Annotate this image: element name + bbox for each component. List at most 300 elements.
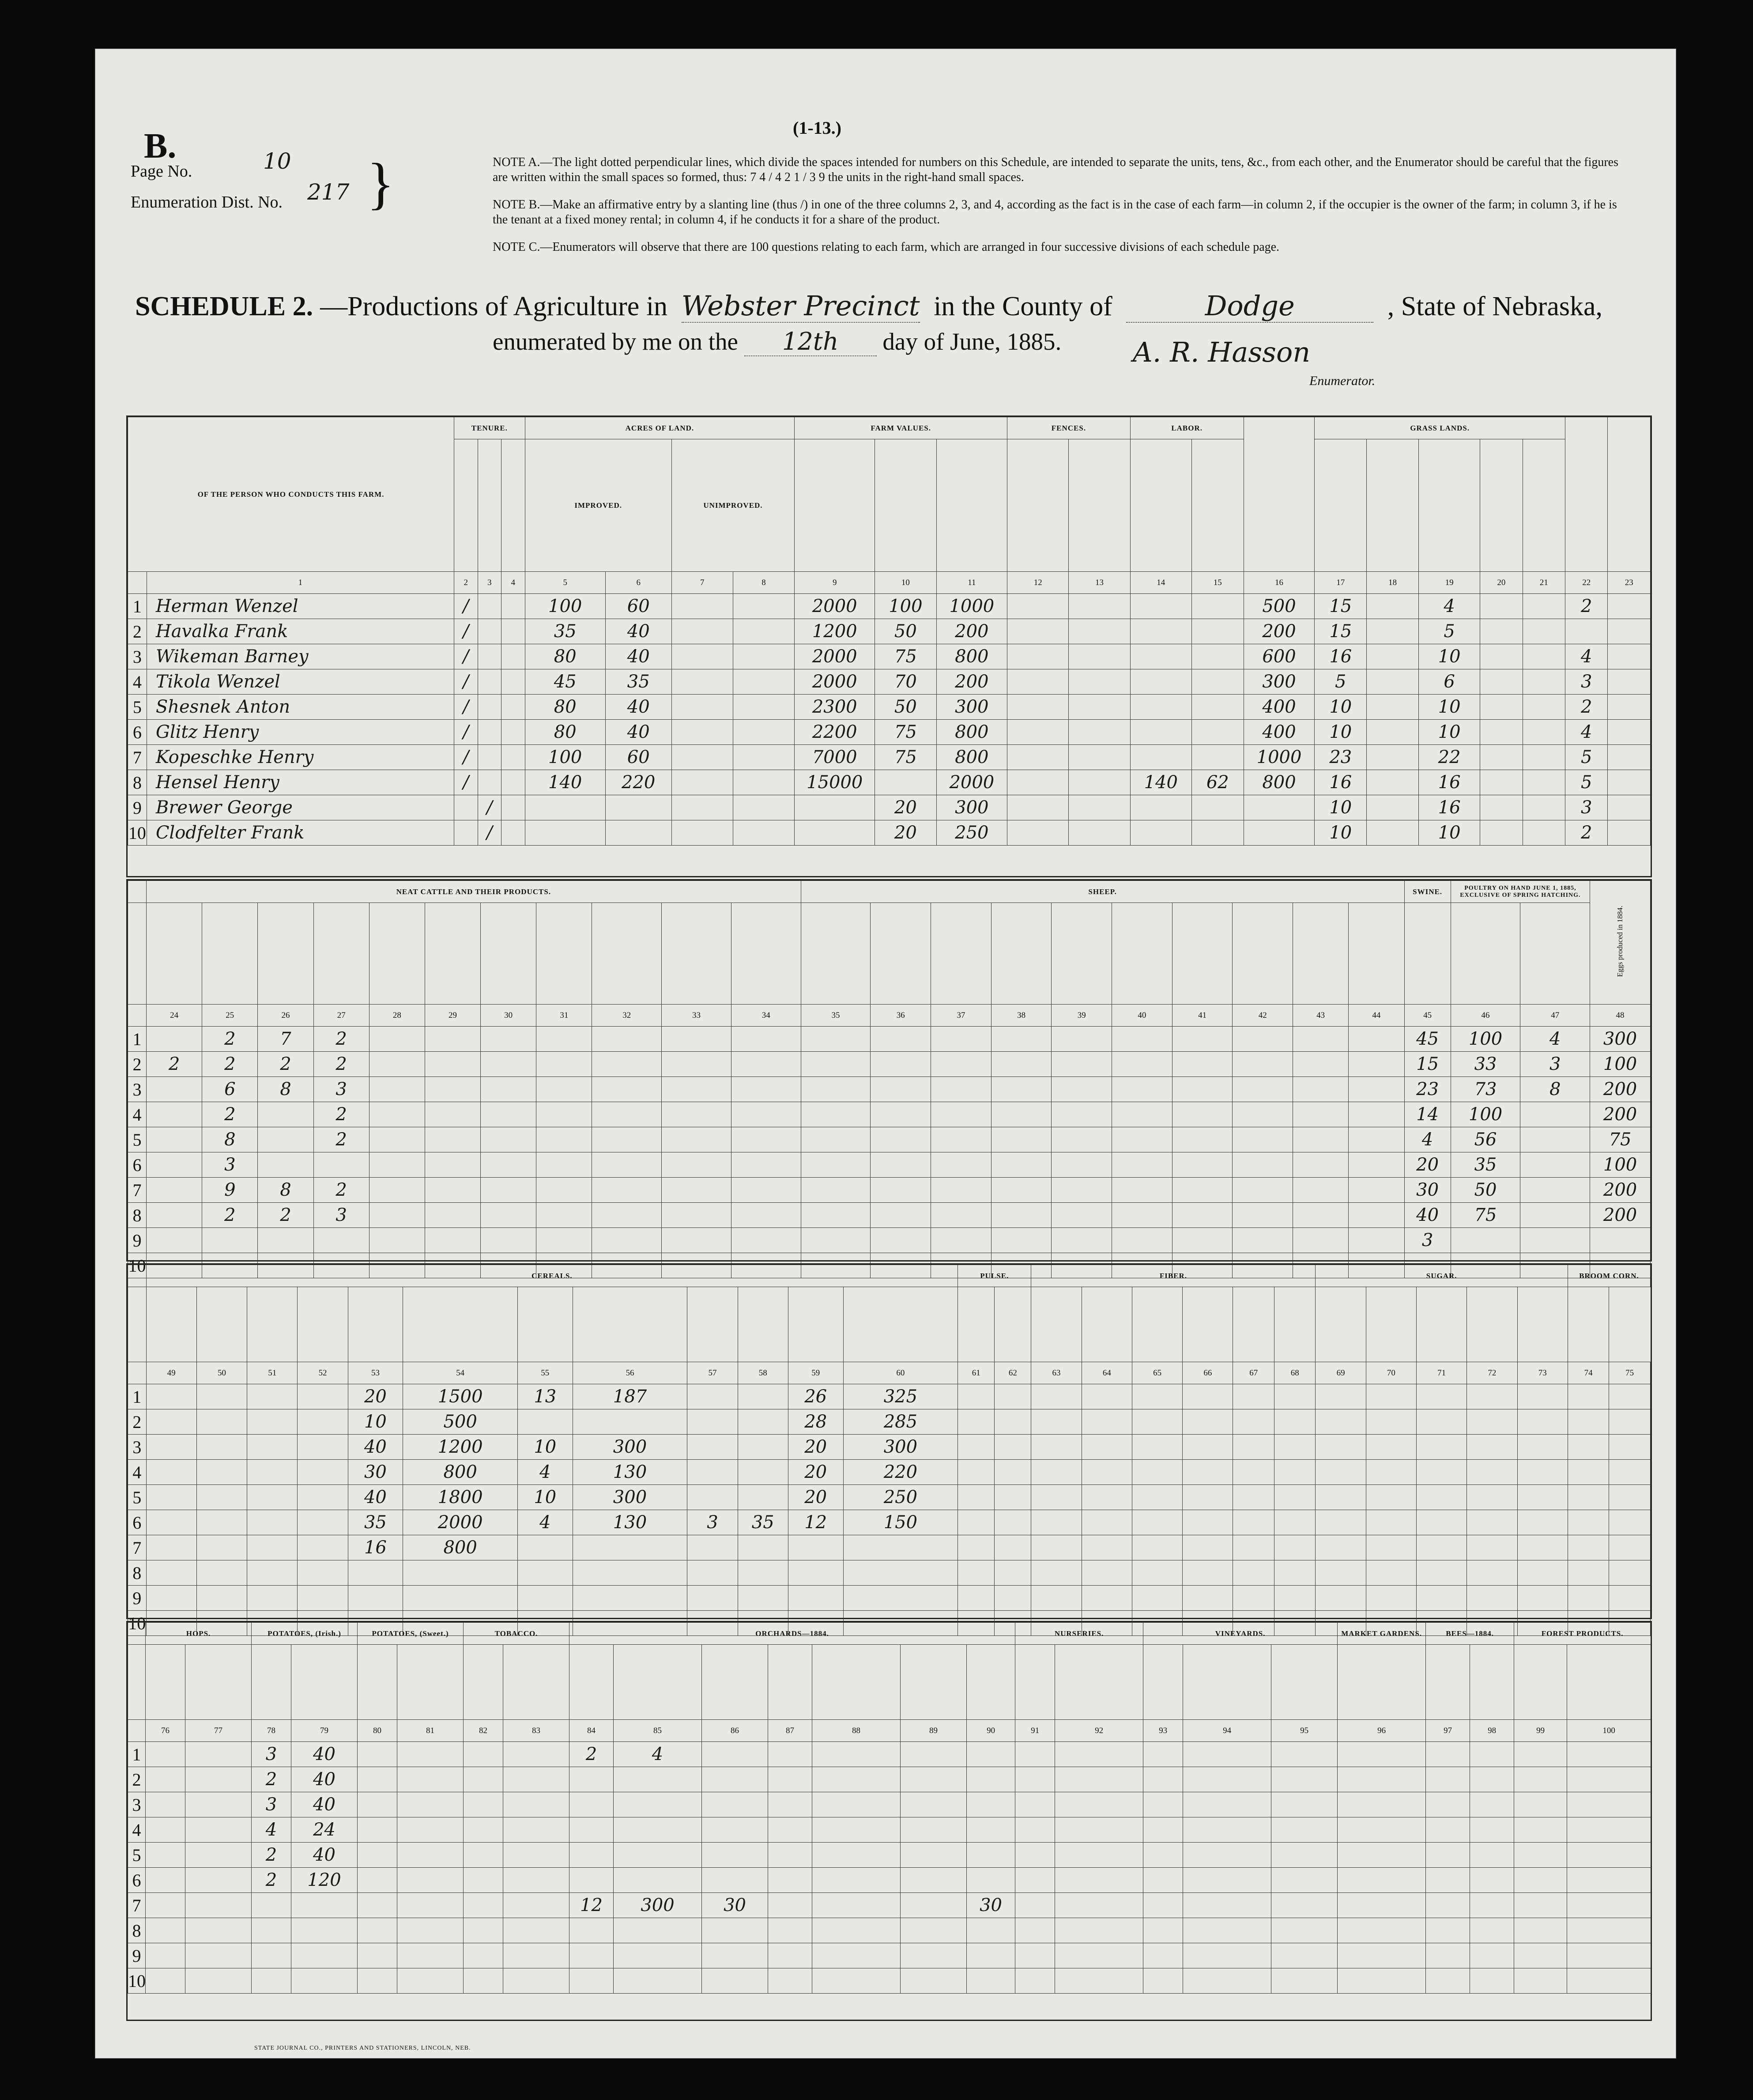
cell-c76 — [146, 1868, 185, 1893]
cell-c47: 8 — [1520, 1077, 1590, 1102]
row-number: 5 — [128, 695, 147, 720]
cell-c39 — [1052, 1152, 1112, 1178]
cell-c37 — [931, 1127, 991, 1152]
cell-c50 — [196, 1409, 247, 1435]
cell-c75 — [1609, 1560, 1651, 1586]
cell-c14 — [1130, 695, 1191, 720]
cell-c36 — [871, 1052, 931, 1077]
cell-c82 — [464, 1868, 503, 1893]
cell-c77 — [185, 1918, 252, 1943]
header-forest-products: FOREST PRODUCTS. — [1514, 1623, 1651, 1645]
cell-c23 — [1608, 720, 1651, 745]
cell-c81 — [397, 1817, 464, 1843]
cell-c90: 30 — [967, 1893, 1015, 1918]
cell-c57 — [687, 1460, 738, 1485]
cell-c33 — [662, 1152, 731, 1178]
cell-c78: 2 — [252, 1767, 291, 1792]
cell-c84 — [569, 1843, 614, 1868]
cell-c57 — [687, 1409, 738, 1435]
cell-c12 — [1007, 594, 1069, 619]
cell-c65 — [1132, 1510, 1182, 1535]
cell-c36 — [871, 1102, 931, 1127]
table-row — [128, 1203, 1651, 1228]
cell-share — [501, 820, 525, 846]
cell-c90 — [967, 1868, 1015, 1893]
cell-c58 — [738, 1586, 788, 1611]
cell-c79 — [291, 1968, 358, 1994]
col-number: 1 — [147, 572, 454, 594]
cell-c62 — [995, 1586, 1031, 1611]
cell-c91 — [1015, 1893, 1055, 1918]
cell-c32 — [592, 1102, 662, 1127]
cell-c21 — [1523, 770, 1565, 795]
cell-c55 — [517, 1560, 573, 1586]
cell-c6 — [605, 820, 671, 846]
cell-c76 — [146, 1918, 185, 1943]
cell-c71 — [1417, 1535, 1467, 1560]
table-row — [128, 1968, 1651, 1994]
cell-c10: 50 — [875, 619, 936, 644]
cell-c33 — [662, 1203, 731, 1228]
cell-c95 — [1271, 1767, 1338, 1792]
cell-c77 — [185, 1893, 252, 1918]
cell-c81 — [397, 1767, 464, 1792]
cell-c20 — [1480, 745, 1523, 770]
cell-c16: 600 — [1244, 644, 1315, 669]
cell-c89 — [901, 1918, 967, 1943]
cell-c27 — [313, 1228, 369, 1253]
cell-c60: 300 — [843, 1435, 958, 1460]
cell-c83 — [503, 1742, 569, 1767]
row-number: 6 — [128, 1510, 147, 1535]
cell-c70 — [1366, 1535, 1416, 1560]
farmer-name: Clodfelter Frank — [147, 820, 454, 846]
cell-c20 — [1480, 695, 1523, 720]
cell-c77 — [185, 1943, 252, 1968]
cell-c80 — [358, 1893, 397, 1918]
cell-c26 — [258, 1127, 313, 1152]
cell-c74 — [1568, 1485, 1609, 1510]
cell-c9 — [795, 820, 875, 846]
cell-c47: 4 — [1520, 1027, 1590, 1052]
cell-c24 — [147, 1077, 202, 1102]
cell-c55: 4 — [517, 1460, 573, 1485]
cell-c95 — [1271, 1792, 1338, 1817]
cell-c19: 10 — [1418, 720, 1480, 745]
cell-c31 — [536, 1152, 592, 1178]
cell-c64 — [1082, 1586, 1132, 1611]
schedule-label: SCHEDULE 2. — [135, 291, 313, 321]
cell-c93 — [1143, 1843, 1183, 1868]
cell-c97 — [1426, 1742, 1470, 1767]
cell-c11: 300 — [936, 795, 1007, 820]
header-grass-lands: GRASS LANDS. — [1315, 417, 1565, 439]
cell-c64 — [1082, 1485, 1132, 1510]
cell-c93 — [1143, 1893, 1183, 1918]
cell-c28 — [369, 1052, 425, 1077]
cell-c83 — [503, 1767, 569, 1792]
cell-c14 — [1130, 795, 1191, 820]
header-labor: LABOR. — [1130, 417, 1244, 439]
cell-c8 — [733, 795, 794, 820]
cell-c34 — [731, 1203, 801, 1228]
cell-c5: 80 — [525, 720, 605, 745]
cell-c61 — [958, 1409, 995, 1435]
row-number: 4 — [128, 1817, 146, 1843]
farmer-name: Havalka Frank — [147, 619, 454, 644]
cell-c76 — [146, 1817, 185, 1843]
cell-c88 — [812, 1843, 901, 1868]
cell-c83 — [503, 1943, 569, 1968]
cell-c93 — [1143, 1817, 1183, 1843]
cell-c49 — [146, 1560, 196, 1586]
cell-ten — [478, 770, 501, 795]
cell-share — [501, 669, 525, 695]
cell-c60 — [843, 1586, 958, 1611]
cell-c14 — [1130, 619, 1191, 644]
cell-c62 — [995, 1485, 1031, 1510]
cell-c10: 50 — [875, 695, 936, 720]
cell-c30 — [481, 1178, 536, 1203]
row-number: 7 — [128, 1535, 147, 1560]
table-row — [128, 1586, 1651, 1611]
cell-c100 — [1567, 1968, 1651, 1994]
cell-c76 — [146, 1767, 185, 1792]
cell-c81 — [397, 1792, 464, 1817]
cell-c17: 16 — [1315, 770, 1367, 795]
cell-c58: 35 — [738, 1510, 788, 1535]
cell-c64 — [1082, 1409, 1132, 1435]
cell-c59: 26 — [788, 1384, 843, 1409]
cell-own — [454, 795, 478, 820]
cell-c71 — [1417, 1510, 1467, 1535]
cell-c62 — [995, 1409, 1031, 1435]
cell-c54: 1500 — [403, 1384, 518, 1409]
cell-c53: 30 — [348, 1460, 403, 1485]
cell-c22: 5 — [1565, 770, 1608, 795]
cell-c40 — [1112, 1152, 1172, 1178]
cell-c33 — [662, 1077, 731, 1102]
cell-c77 — [185, 1817, 252, 1843]
cell-c21 — [1523, 745, 1565, 770]
cell-c7 — [671, 795, 733, 820]
cell-c19: 10 — [1418, 644, 1480, 669]
cell-c75 — [1609, 1510, 1651, 1535]
cell-c49 — [146, 1460, 196, 1485]
cell-c34 — [731, 1052, 801, 1077]
header-improved: IMPROVED. — [525, 439, 671, 572]
cell-c75 — [1609, 1460, 1651, 1485]
cell-c92 — [1055, 1843, 1143, 1868]
cell-c33 — [662, 1178, 731, 1203]
cell-c10 — [875, 770, 936, 795]
cell-c40 — [1112, 1203, 1172, 1228]
cell-c21 — [1523, 795, 1565, 820]
cell-c73 — [1517, 1384, 1568, 1409]
header-cereals: CEREALS. — [146, 1265, 958, 1287]
row-number: 8 — [128, 1560, 147, 1586]
row-number: 9 — [128, 1943, 146, 1968]
cell-c63 — [1031, 1460, 1082, 1485]
cell-c10: 75 — [875, 720, 936, 745]
farmer-name: Herman Wenzel — [147, 594, 454, 619]
cell-c81 — [397, 1893, 464, 1918]
cell-c13 — [1069, 619, 1130, 644]
cell-c63 — [1031, 1586, 1082, 1611]
cell-c62 — [995, 1384, 1031, 1409]
cell-own: / — [454, 644, 478, 669]
cell-c6: 40 — [605, 644, 671, 669]
cell-c91 — [1015, 1968, 1055, 1994]
cell-c27: 2 — [313, 1178, 369, 1203]
cell-c35 — [801, 1178, 871, 1203]
cell-c73 — [1517, 1485, 1568, 1510]
cell-c81 — [397, 1943, 464, 1968]
cell-c66 — [1183, 1485, 1233, 1510]
cell-c26 — [258, 1102, 313, 1127]
cell-c86 — [702, 1868, 768, 1893]
header-sugar: SUGAR. — [1316, 1265, 1568, 1287]
table-row — [128, 1485, 1651, 1510]
header-hops: HOPS. — [146, 1623, 252, 1645]
enumeration-prefix: enumerated by me on the — [493, 328, 738, 355]
cell-c15 — [1191, 644, 1244, 669]
cell-c22: 2 — [1565, 820, 1608, 846]
cell-c42 — [1233, 1127, 1293, 1152]
cell-c78: 3 — [252, 1742, 291, 1767]
cell-c94 — [1183, 1843, 1271, 1868]
row-number: 2 — [128, 1052, 147, 1077]
row-number: 7 — [128, 745, 147, 770]
cell-c13 — [1069, 820, 1130, 846]
cell-c6: 60 — [605, 745, 671, 770]
cell-c81 — [397, 1868, 464, 1893]
cell-c99 — [1514, 1893, 1567, 1918]
cell-c56 — [573, 1409, 687, 1435]
cell-c29 — [425, 1228, 480, 1253]
cell-c8 — [733, 644, 794, 669]
cell-c45: 40 — [1404, 1203, 1451, 1228]
cell-c13 — [1069, 644, 1130, 669]
cell-c72 — [1467, 1560, 1517, 1586]
cell-c98 — [1470, 1742, 1514, 1767]
cell-c17: 16 — [1315, 644, 1367, 669]
cell-c96 — [1338, 1868, 1426, 1893]
cell-c100 — [1567, 1767, 1651, 1792]
cell-c33 — [662, 1052, 731, 1077]
cell-c65 — [1132, 1460, 1182, 1485]
cell-c96 — [1338, 1968, 1426, 1994]
cell-c29 — [425, 1052, 480, 1077]
cell-c64 — [1082, 1435, 1132, 1460]
cell-c90 — [967, 1918, 1015, 1943]
cell-c97 — [1426, 1893, 1470, 1918]
cell-c94 — [1183, 1918, 1271, 1943]
cell-c51 — [247, 1535, 298, 1560]
cell-c47 — [1520, 1178, 1590, 1203]
cell-c29 — [425, 1127, 480, 1152]
table-row — [128, 1767, 1651, 1792]
header-neat-cattle: NEAT CATTLE AND THEIR PRODUCTS. — [147, 881, 801, 903]
farmer-name: Brewer George — [147, 795, 454, 820]
cell-c72 — [1467, 1586, 1517, 1611]
cell-c41 — [1172, 1203, 1233, 1228]
cell-c83 — [503, 1817, 569, 1843]
cell-c93 — [1143, 1767, 1183, 1792]
cell-c52 — [298, 1510, 348, 1535]
cell-c83 — [503, 1968, 569, 1994]
cell-c48: 75 — [1590, 1127, 1651, 1152]
cell-c69 — [1316, 1435, 1366, 1460]
cell-c49 — [146, 1586, 196, 1611]
schedule-title — [135, 290, 1610, 323]
cell-c53: 40 — [348, 1435, 403, 1460]
cell-c80 — [358, 1943, 397, 1968]
cell-c85: 4 — [614, 1742, 702, 1767]
cell-c6: 60 — [605, 594, 671, 619]
cell-c72 — [1467, 1460, 1517, 1485]
cell-c21 — [1523, 669, 1565, 695]
cell-share — [501, 695, 525, 720]
cell-c63 — [1031, 1435, 1082, 1460]
cell-c92 — [1055, 1767, 1143, 1792]
cell-c56 — [573, 1535, 687, 1560]
cell-c12 — [1007, 770, 1069, 795]
cell-c57 — [687, 1384, 738, 1409]
cell-c91 — [1015, 1843, 1055, 1868]
enumeration-district-value: 217 — [307, 179, 350, 205]
cell-c92 — [1055, 1817, 1143, 1843]
cell-c20 — [1480, 594, 1523, 619]
cell-c48: 200 — [1590, 1178, 1651, 1203]
cell-c100 — [1567, 1843, 1651, 1868]
cell-c12 — [1007, 820, 1069, 846]
cell-c42 — [1233, 1052, 1293, 1077]
farmer-name: Wikeman Barney — [147, 644, 454, 669]
cell-c99 — [1514, 1742, 1567, 1767]
cell-c8 — [733, 745, 794, 770]
cell-c21 — [1523, 720, 1565, 745]
cell-c83 — [503, 1792, 569, 1817]
cell-c43 — [1293, 1077, 1349, 1102]
cell-c15 — [1191, 745, 1244, 770]
cell-c19: 10 — [1418, 695, 1480, 720]
cell-c32 — [592, 1152, 662, 1178]
cell-c88 — [812, 1792, 901, 1817]
cell-c88 — [812, 1742, 901, 1767]
cell-c35 — [801, 1027, 871, 1052]
farmer-name: Kopeschke Henry — [147, 745, 454, 770]
cell-c40 — [1112, 1228, 1172, 1253]
cell-c37 — [931, 1077, 991, 1102]
cell-c37 — [931, 1027, 991, 1052]
row-number: 9 — [128, 795, 147, 820]
enumerator-label: Enumerator. — [1309, 374, 1376, 388]
cell-c89 — [901, 1742, 967, 1767]
cell-c41 — [1172, 1127, 1233, 1152]
cell-c58 — [738, 1384, 788, 1409]
cell-c25: 2 — [202, 1052, 258, 1077]
cell-own: / — [454, 770, 478, 795]
cell-c28 — [369, 1077, 425, 1102]
header-sheep: SHEEP. — [801, 881, 1404, 903]
cell-c30 — [481, 1203, 536, 1228]
cell-c29 — [425, 1203, 480, 1228]
cell-c5: 100 — [525, 745, 605, 770]
cell-c44 — [1349, 1203, 1404, 1228]
cell-c14 — [1130, 669, 1191, 695]
cell-c25: 2 — [202, 1203, 258, 1228]
row-number: 2 — [128, 1767, 146, 1792]
cell-share — [501, 644, 525, 669]
cell-c79 — [291, 1893, 358, 1918]
cell-c11: 800 — [936, 720, 1007, 745]
cell-c73 — [1517, 1586, 1568, 1611]
cell-c43 — [1293, 1152, 1349, 1178]
cell-c33 — [662, 1102, 731, 1127]
cell-c8 — [733, 594, 794, 619]
cell-c77 — [185, 1843, 252, 1868]
cell-c5: 80 — [525, 644, 605, 669]
cell-c61 — [958, 1586, 995, 1611]
cell-c41 — [1172, 1052, 1233, 1077]
header-nurseries: NURSERIES. — [1015, 1623, 1143, 1645]
header-unimproved: UNIMPROVED. — [671, 439, 795, 572]
cell-c73 — [1517, 1510, 1568, 1535]
row-number: 6 — [128, 1868, 146, 1893]
cell-c18 — [1367, 619, 1419, 644]
table-row — [128, 1102, 1651, 1127]
cell-c74 — [1568, 1535, 1609, 1560]
cell-c69 — [1316, 1460, 1366, 1485]
cell-c47 — [1520, 1203, 1590, 1228]
cell-c54: 800 — [403, 1535, 518, 1560]
row-number: 1 — [128, 1742, 146, 1767]
cell-c26: 7 — [258, 1027, 313, 1052]
cell-c26 — [258, 1152, 313, 1178]
cell-c78: 2 — [252, 1868, 291, 1893]
cell-c67 — [1233, 1485, 1274, 1510]
cell-c42 — [1233, 1152, 1293, 1178]
cell-c73 — [1517, 1560, 1568, 1586]
cell-c28 — [369, 1152, 425, 1178]
cell-c82 — [464, 1843, 503, 1868]
cell-c20 — [1480, 619, 1523, 644]
cell-c67 — [1233, 1460, 1274, 1485]
note-c: NOTE C.—Enumerators will observe that there are 100 questions relating to each farm, which are arranged in four successive divisions of each schedule page. — [493, 240, 1280, 254]
cell-c25: 9 — [202, 1178, 258, 1203]
cell-c60: 325 — [843, 1384, 958, 1409]
row-number: 4 — [128, 1460, 147, 1485]
cell-c43 — [1293, 1228, 1349, 1253]
row-number: 9 — [128, 1586, 147, 1611]
cell-c77 — [185, 1767, 252, 1792]
cell-c64 — [1082, 1535, 1132, 1560]
cell-c29 — [425, 1152, 480, 1178]
orchards-table: HOPS. POTATOES, (Irish.) POTATOES, (Sweet.) TOBACCO. ORCHARDS—1884. NURSERIES. VINEYARDS. MARKET GARDENS. BEES—1884. FOREST PRODUCTS. 76 77 78 79 80 81 82 83 84 85 86 87 88 89 90 91 92 93 94 95 96 97 98 99 100 1 3 40 2 4 2 2 40 3 3 40 4 4 24 5 2 40 6 2 120 7 12 300 30 30 8 9 10 — [128, 1622, 1651, 1994]
cell-c97 — [1426, 1843, 1470, 1868]
cell-c9: 15000 — [795, 770, 875, 795]
cell-c40 — [1112, 1077, 1172, 1102]
cell-c42 — [1233, 1178, 1293, 1203]
cell-c98 — [1470, 1817, 1514, 1843]
cell-c68 — [1274, 1510, 1316, 1535]
cell-c79: 40 — [291, 1742, 358, 1767]
row-number: 8 — [128, 1203, 147, 1228]
cell-c47 — [1520, 1152, 1590, 1178]
cell-c11: 800 — [936, 644, 1007, 669]
table-row — [128, 695, 1651, 720]
